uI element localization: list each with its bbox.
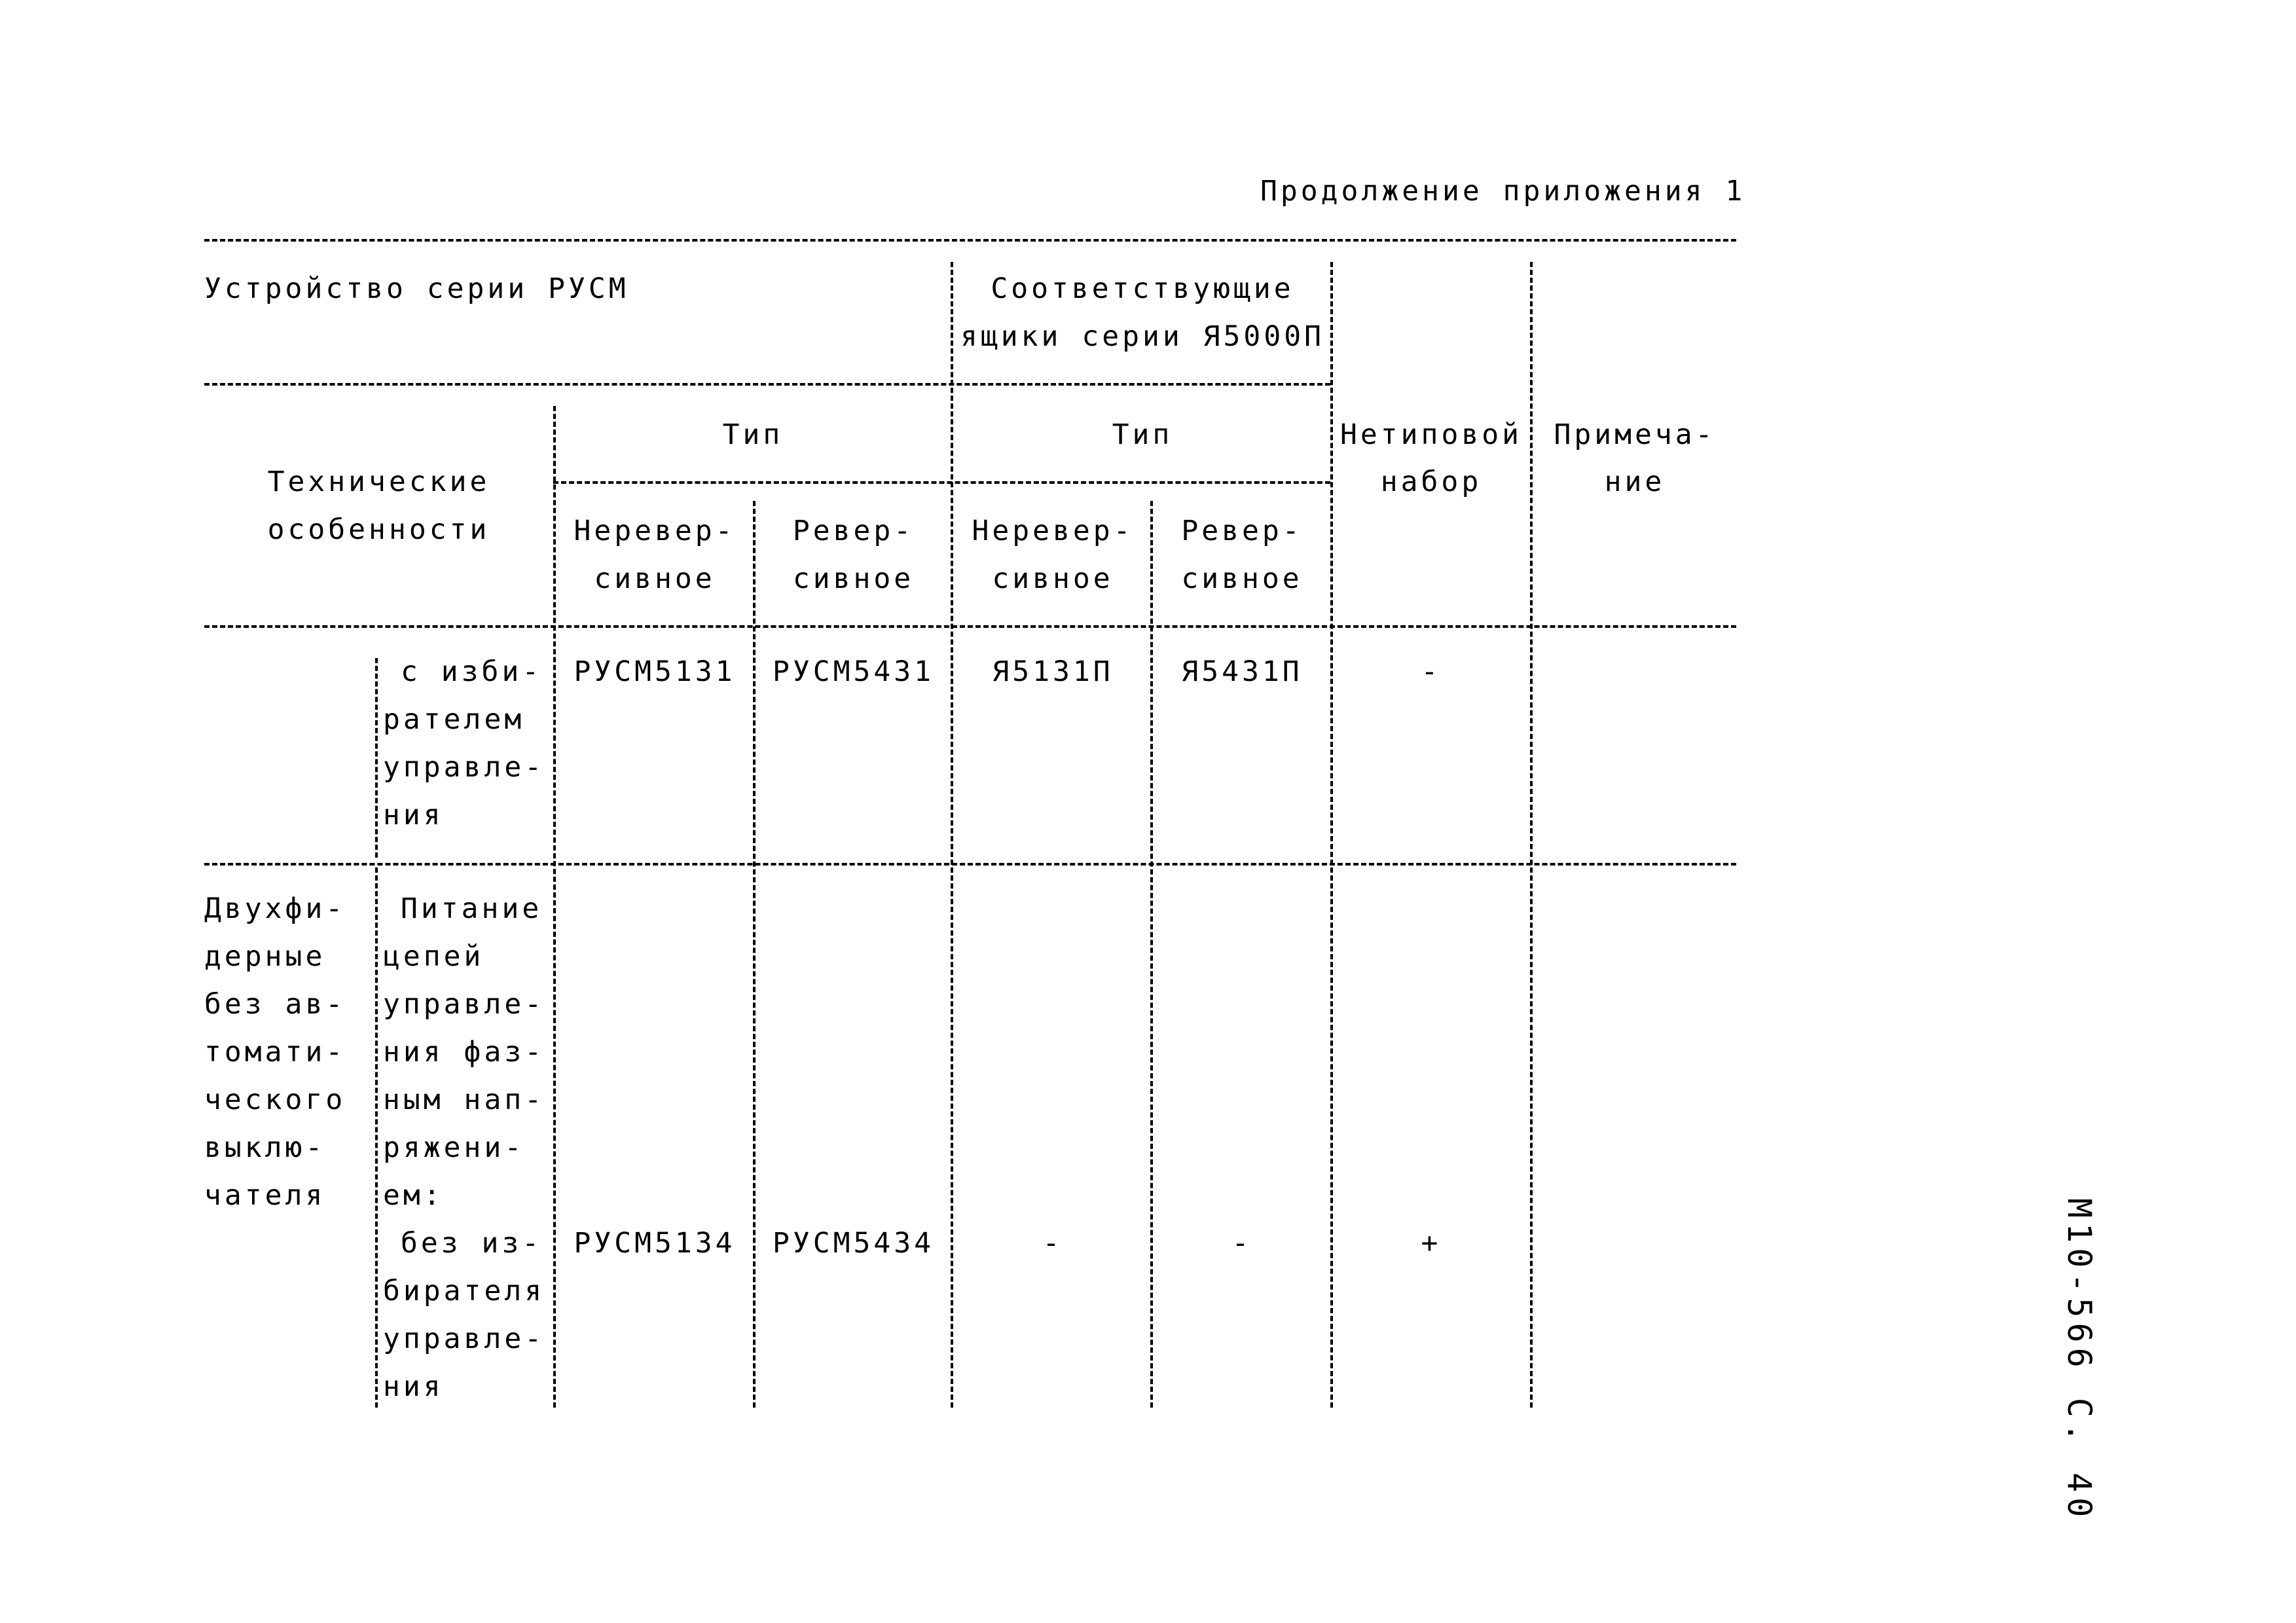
row2-group-line: Двухфи-	[204, 892, 346, 925]
header-ya-reversible-line1: Ревер-	[1181, 515, 1303, 547]
header-ya-type: Тип	[1112, 418, 1173, 451]
header-ya-boxes-line2: ящики серии Я5000П	[960, 320, 1324, 353]
header-ya-boxes-line1: Соответствующие	[991, 272, 1294, 305]
col-divider-sub-2	[375, 867, 378, 1408]
row-separator-rule	[204, 863, 1736, 866]
row1-rusm-nonreversible: РУСМ5131	[574, 655, 736, 688]
side-page-label: М10-566 С. 40	[2060, 1198, 2098, 1523]
row2-ya-reversible: -	[1231, 1227, 1252, 1260]
col-divider-tech	[553, 406, 556, 1408]
header-rusm-reversible-line1: Ревер-	[792, 515, 915, 547]
row2-group-line: чателя	[204, 1179, 326, 1212]
row2-feature-line: управле-	[383, 988, 545, 1021]
row2-feature-line: ным нап-	[383, 1084, 545, 1116]
row2-feature-line: без из-	[401, 1227, 543, 1260]
header-rusm-nonreversible-line1: Неревер-	[574, 515, 736, 547]
row2-feature-line: цепей	[383, 940, 484, 973]
group-header-rule	[204, 383, 1330, 386]
header-rusm-device: Устройство серии РУСМ	[204, 272, 629, 305]
row2-feature-line: ния фаз-	[383, 1036, 545, 1068]
header-tech-features-line1: Технические	[267, 465, 490, 498]
header-ya-reversible-line2: сивное	[1181, 562, 1303, 595]
row2-rusm-reversible: РУСМ5434	[772, 1227, 935, 1260]
row1-rusm-reversible: РУСМ5431	[772, 655, 935, 688]
col-divider-group	[951, 262, 953, 1408]
row1-feature-line: с изби-	[401, 655, 543, 688]
header-tech-features-line2: особенности	[267, 513, 490, 546]
header-rusm-type: Тип	[722, 418, 784, 451]
row2-ya-nonreversible: -	[1042, 1227, 1063, 1260]
header-rusm-reversible-line2: сивное	[792, 562, 915, 595]
col-divider-ya	[1150, 501, 1153, 1408]
header-nonstandard-line2: набор	[1380, 465, 1482, 498]
row2-group-line: выклю-	[204, 1131, 326, 1164]
col-divider-nonstandard	[1530, 262, 1533, 1408]
row2-rusm-nonreversible: РУСМ5134	[574, 1227, 736, 1260]
row1-feature-line: ния	[383, 799, 444, 831]
header-ya-nonreversible-line2: сивное	[992, 562, 1114, 595]
header-rusm-nonreversible-line2: сивное	[594, 562, 716, 595]
header-note-line2: ние	[1604, 465, 1666, 498]
header-bottom-rule	[204, 625, 1736, 628]
type-rule	[553, 481, 1330, 484]
row2-nonstandard: +	[1421, 1227, 1442, 1260]
header-nonstandard-line1: Нетиповой	[1340, 418, 1522, 451]
row2-group-line: без ав-	[204, 988, 346, 1021]
row1-feature-line: управле-	[383, 751, 545, 784]
top-rule	[204, 239, 1736, 242]
header-ya-nonreversible-line1: Неревер-	[972, 515, 1134, 547]
row2-feature-line: управле-	[383, 1322, 545, 1355]
continuation-header: Продолжение приложения 1	[1260, 175, 1746, 208]
row2-group-line: ческого	[204, 1084, 346, 1116]
row1-ya-reversible: Я5431П	[1181, 655, 1303, 688]
row2-feature-line: Питание	[401, 892, 543, 925]
row2-feature-line: ем:	[383, 1179, 444, 1212]
row2-feature-line: ряжени-	[383, 1131, 525, 1164]
row2-group-line: томати-	[204, 1036, 346, 1068]
col-divider-rusm	[753, 501, 756, 1408]
row1-nonstandard: -	[1421, 655, 1442, 688]
row2-feature-line: ния	[383, 1370, 444, 1403]
row2-group-line: дерные	[204, 940, 326, 973]
col-divider-sub	[375, 658, 378, 858]
row1-ya-nonreversible: Я5131П	[992, 655, 1114, 688]
row2-feature-line: бирателя	[383, 1275, 545, 1307]
header-note-line1: Примеча-	[1554, 418, 1716, 451]
row1-feature-line: рателем	[383, 703, 525, 736]
